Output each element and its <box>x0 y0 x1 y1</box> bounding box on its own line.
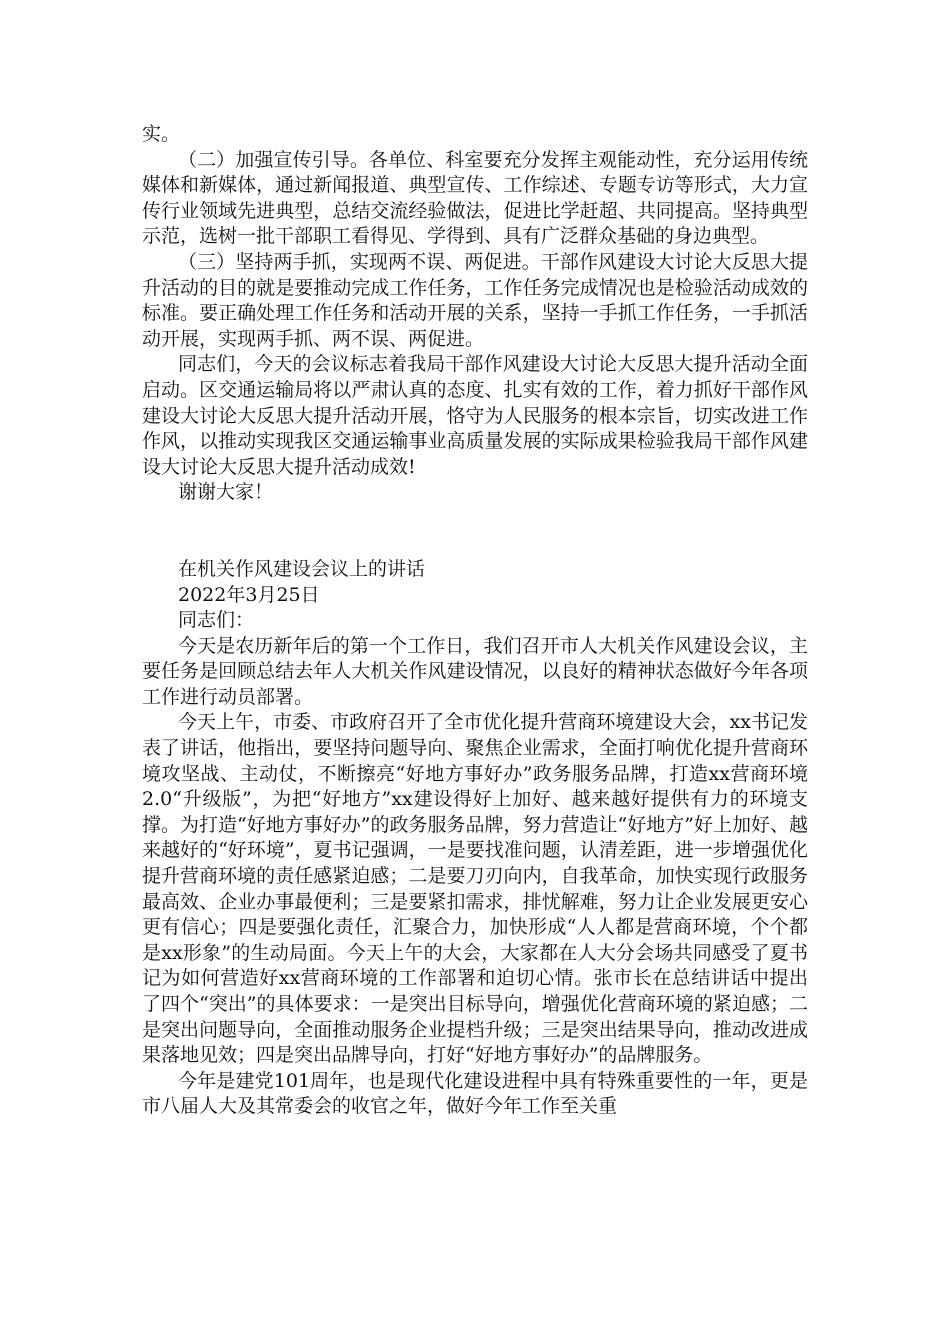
paragraph-comrades-closing: 同志们，今天的会议标志着我局干部作风建设大讨论大反思大提升活动全面启动。区交通运输局将以严肃认真的态度、扎实有效的工作，着力抓好干部作风建设大讨论大反思大提升活动开展，恪守为人民服务的根本宗旨，切实改进工作作风，以推动实现我区交通运输事业高质量发展的实际成果检验我局干部作风建设大讨论大反思大提升活动成效! <box>142 353 808 478</box>
paragraph-publicity: （二）加强宣传引导。各单位、科室要充分发挥主观能动性，充分运用传统媒体和新媒体，通过新闻报道、典型宣传、工作综述、专题专访等形式，大力宣传行业领域先进典型，总结交流经验做法，促进比学赶超、共同提高。坚持典型示范，选树一批干部职工看得见、学得到、具有广泛群众基础的身边典型。 <box>142 148 808 248</box>
speech-date: 2022年3月25日 <box>178 583 320 606</box>
paragraph-business-environment: 今天上午，市委、市政府召开了全市优化提升营商环境建设大会，xx书记发表了讲话，他指出，要坚持问题导向、聚焦企业需求，全面打响优化提升营商环境攻坚战、主动仗，不断擦亮“好地方事好办”政务服务品牌，打造xx营商环境2.0“升级版”，为把“好地方”xx建设得好上加好、越来越好提供有力的环境支撑。为打造“好地方事好办”的政务服务品牌，努力营造让“好地方”好上加好、越来越好的“好环境”，夏书记强调，一是要找准问题，认清差距，进一步增强优化提升营商环境的责任感紧迫感；二是要刀刃向内，自我革命，加快实现行政服务最高效、企业办事最便利；三是要紧扣需求，排忧解难，努力让企业发展更安心更有信心；四是要强化责任，汇聚合力，加快形成“人人都是营商环境，个个都是xx形象”的生动局面。今天上午的大会，大家都在人大分会场共同感受了夏书记为如何营造好xx营商环境的工作部署和迫切心情。张市长在总结讲话中提出了四个“突出”的具体要求：一是突出目标导向，增强优化营商环境的紧迫感；二是突出问题导向，全面推动服务企业提档升级；三是突出结果导向，推动改进成果落地见效；四是突出品牌导向，打好“好地方事好办”的品牌服务。 <box>142 711 808 1067</box>
salutation: 同志们： <box>178 609 255 632</box>
paragraph-continuation: 实。 <box>142 123 181 145</box>
section-gap <box>142 506 808 557</box>
speech-title: 在机关作风建设会议上的讲话 <box>178 557 426 580</box>
paragraph-thanks: 谢谢大家！ <box>178 481 274 504</box>
document-body <box>142 122 808 1120</box>
paragraph-two-hands: （三）坚持两手抓，实现两不误、两促进。干部作风建设大讨论大反思大提升活动的目的就是要推动完成工作任务，工作任务完成情况也是检验活动成效的标准。要正确处理工作任务和活动开展的关系，坚持一手抓工作任务，一手抓活动开展，实现两手抓、两不误、两促进。 <box>142 250 808 350</box>
paragraph-this-year: 今年是建党101周年，也是现代化建设进程中具有特殊重要性的一年，更是市八届人大及其常委会的收官之年，做好今年工作至关重 <box>142 1069 808 1118</box>
paragraph-opening: 今天是农历新年后的第一个工作日，我们召开市人大机关作风建设会议，主要任务是回顾总结去年人大机关作风建设情况，以良好的精神状态做好今年各项工作进行动员部署。 <box>142 634 808 708</box>
